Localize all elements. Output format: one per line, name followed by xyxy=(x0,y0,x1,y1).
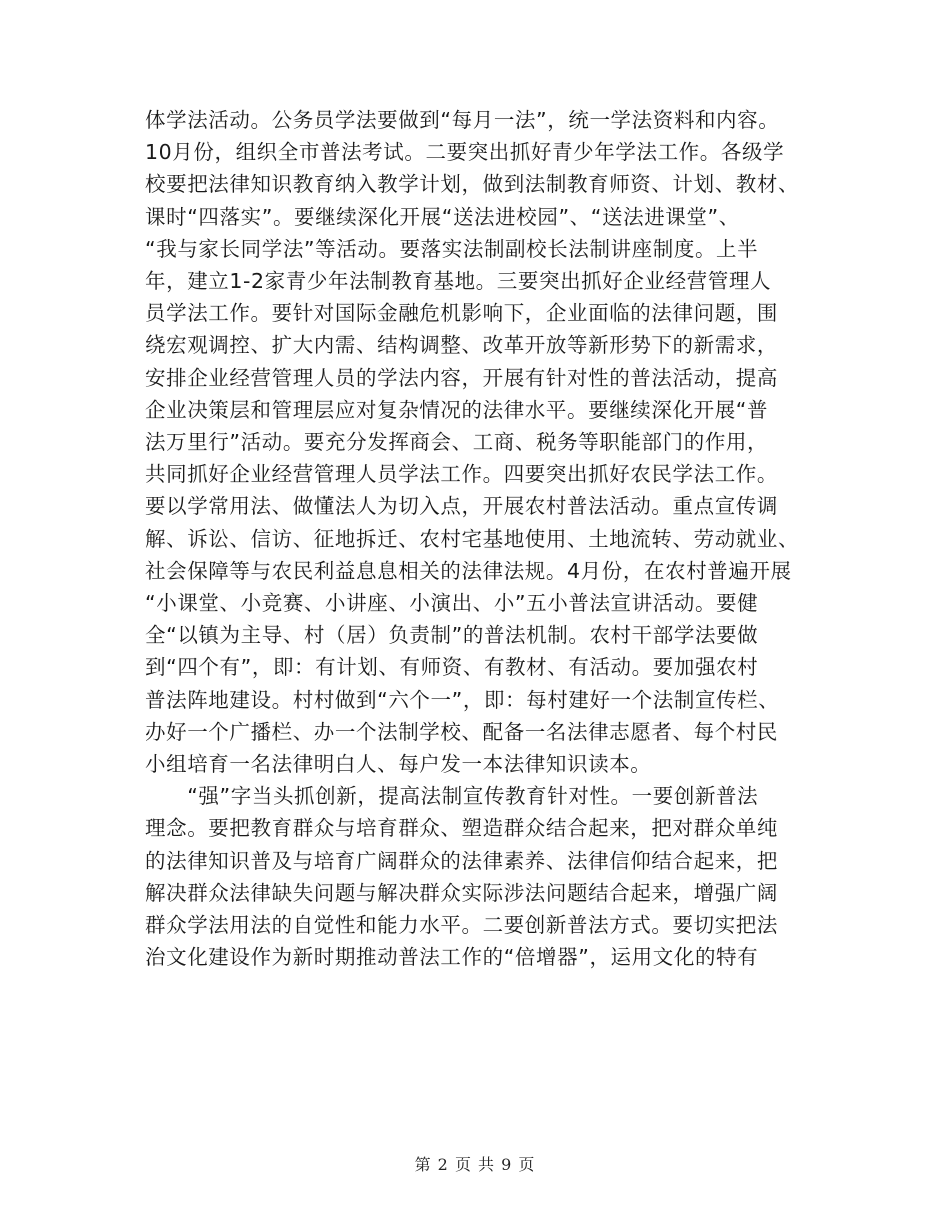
text-line: 10月份，组织全市普法考试。二要突出抓好青少年学法工作。各级学 xyxy=(145,140,785,165)
text-line: “小课堂、小竞赛、小讲座、小演出、小”五小普法宣讲活动。要健 xyxy=(145,591,759,616)
text-line: 普法阵地建设。村村做到“六个一”，即：每村建好一个法制宣传栏、 xyxy=(145,687,780,712)
text-line: 员学法工作。要针对国际金融危机影响下，企业面临的法律问题，围 xyxy=(145,301,778,326)
text-line: 办好一个广播栏、办一个法制学校、配备一名法律志愿者、每个村民 xyxy=(145,719,778,744)
text-line: 全“以镇为主导、村（居）负责制”的普法机制。农村干部学法要做 xyxy=(145,623,759,648)
body-text xyxy=(145,104,810,973)
text-line: 理念。要把教育群众与培育群众、塑造群众结合起来，把对群众单纯 xyxy=(145,816,778,841)
text-line: 要以学常用法、做懂法人为切入点，开展农村普法活动。重点宣传调 xyxy=(145,494,778,519)
text-line: 的法律知识普及与培育广阔群众的法律素养、法律信仰结合起来，把 xyxy=(145,848,778,873)
text-line: 课时“四落实”。要继续深化开展“送法进校园”、“送法进课堂”、 xyxy=(145,204,740,229)
text-line: 到“四个有”，即：有计划、有师资、有教材、有活动。要加强农村 xyxy=(145,655,759,680)
text-line: 安排企业经营管理人员的学法内容，开展有针对性的普法活动，提高 xyxy=(145,365,778,390)
text-line: 共同抓好企业经营管理人员学法工作。四要突出抓好农民学法工作。 xyxy=(145,462,778,487)
text-line: 解、诉讼、信访、征地拆迁、农村宅基地使用、土地流转、劳动就业、 xyxy=(145,526,800,551)
text-line: 小组培育一名法律明白人、每户发一本法律知识读本。 xyxy=(145,752,652,777)
text-line: 治文化建设作为新时期推动普法工作的“倍增器”，运用文化的特有 xyxy=(145,945,759,970)
text-line: 企业决策层和管理层应对复杂情况的法律水平。要继续深化开展“普 xyxy=(145,397,769,422)
text-line: 校要把法律知识教育纳入教学计划，做到法制教育师资、计划、教材、 xyxy=(145,172,800,197)
text-line: “强”字当头抓创新，提高法制宣传教育针对性。一要创新普法 xyxy=(145,784,759,809)
text-line: 解决群众法律缺失问题与解决群众实际涉法问题结合起来，增强广阔 xyxy=(145,880,778,905)
text-line: 法万里行”活动。要充分发挥商会、工商、税务等职能部门的作用， xyxy=(145,430,769,455)
text-line: “我与家长同学法”等活动。要落实法制副校长法制讲座制度。上半 xyxy=(145,236,759,261)
text-line: 群众学法用法的自觉性和能力水平。二要创新普法方式。要切实把法 xyxy=(145,913,778,938)
text-line: 绕宏观调控、扩大内需、结构调整、改革开放等新形势下的新需求， xyxy=(145,333,778,358)
text-line: 体学法活动。公务员学法要做到“每月一法”，统一学法资料和内容。 xyxy=(145,108,780,132)
text-line: 年，建立1-2家青少年法制教育基地。三要突出抓好企业经营管理人 xyxy=(145,269,772,294)
page-footer: 第 2 页 共 9 页 xyxy=(414,1155,536,1174)
text-line: 社会保障等与农民利益息息相关的法律法规。4月份，在农村普遍开展 xyxy=(145,558,792,583)
